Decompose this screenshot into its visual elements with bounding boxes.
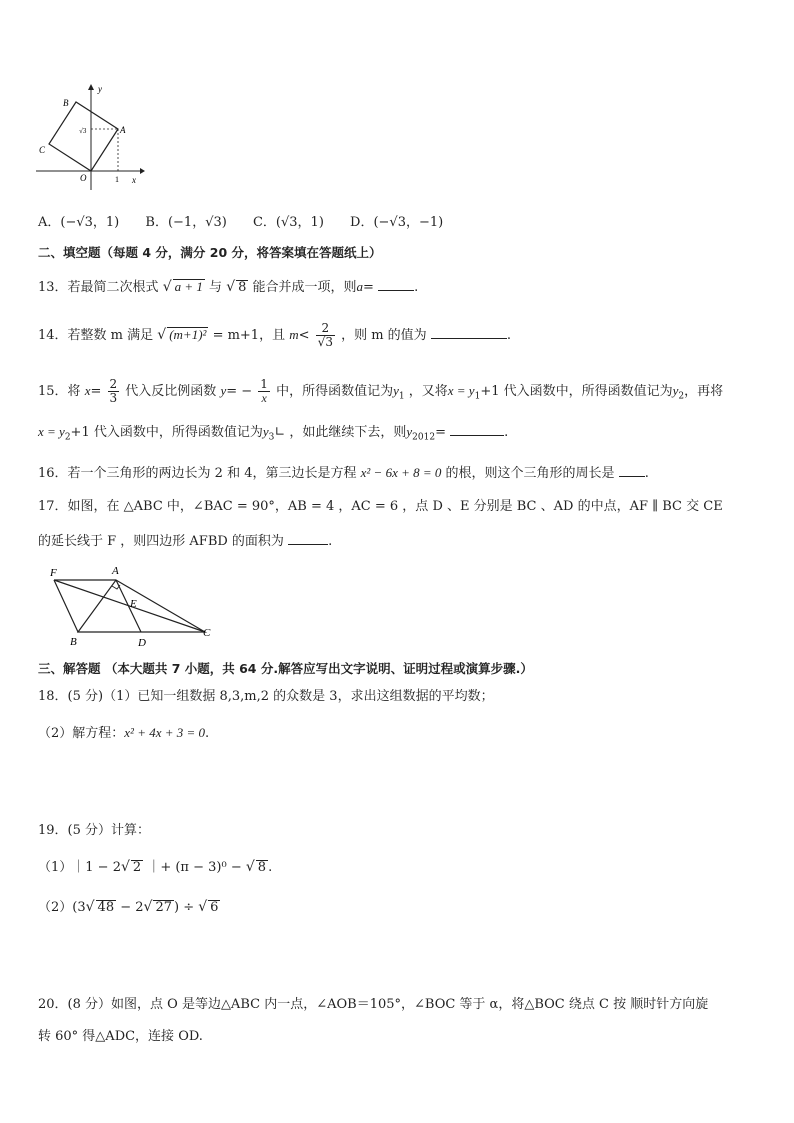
label-sqrt3: √3: [79, 127, 87, 135]
label-B: B: [70, 636, 77, 648]
q15-text-l2c: ∟ ，如此继续下去，则: [274, 425, 407, 440]
quadrilateral-figure: [40, 560, 225, 650]
question-19-line-2: （1）｜1 − 2√ 2 ｜+ (π − 3)⁰ − √ 8 .: [38, 859, 273, 875]
q19-radicand-c: 48: [97, 900, 115, 915]
q15-end: .: [504, 425, 509, 440]
q19-radicand-e: 6: [210, 900, 219, 915]
section-3-heading: 三、解答题 （本大题共 7 小题，共 64 分.解答应写出文字说明、证明过程或演算步骤.）: [38, 661, 533, 676]
option-b: B．(−1，√3): [145, 215, 227, 230]
q17-answer-blank[interactable]: [288, 530, 328, 545]
segment-FB: [54, 580, 78, 632]
q13-text-b: 与: [209, 280, 223, 295]
question-17-line-2: [38, 530, 332, 551]
label-A: A: [112, 565, 119, 577]
section-2-heading: 二、填空题（每题 4 分，满分 20 分，将答案填在答题纸上）: [38, 245, 382, 260]
q15-text-d: ，又将: [408, 384, 448, 399]
q19-radicand-b: 8: [257, 860, 267, 875]
label-x: x: [132, 175, 136, 185]
label-y: y: [98, 84, 102, 94]
q15-text-g: ，再将: [684, 384, 724, 399]
label-C: C: [39, 145, 46, 155]
q14-radicand: (m+1)²: [169, 327, 207, 342]
question-18-line-1: 18．(5 分)（1）已知一组数据 8,3,m,2 的众数是 3，求出这组数据的平均数；: [38, 689, 494, 704]
q19-radicand-a: 2: [132, 860, 142, 875]
q16-end: .: [644, 466, 649, 481]
q16-text-b: 的根，则这个三角形的周长是: [445, 466, 615, 481]
option-c: C．(√3，1): [252, 215, 324, 230]
q13-radicand-1: a + 1: [174, 279, 203, 294]
question-20-line-1: 20．(8 分）如图，点 O 是等边△ABC 内一点，∠AOB＝105°，∠BOC 等于 α，将△BOC 绕点 C 按 顺时针方向旋: [38, 997, 709, 1012]
q16-equation: x² − 6x + 8 = 0: [360, 465, 442, 480]
q17-text-l2a: 的延长线于 F ，则四边形 AFBD 的面积为: [38, 534, 284, 549]
q19-text-l2a: （1）｜1 − 2: [38, 860, 121, 875]
question-19-line-3: （2）(3√ 48 − 2√ 27 ) ÷ √ 6: [38, 899, 219, 915]
label-C: C: [203, 627, 211, 639]
q15-answer-blank[interactable]: [450, 421, 504, 436]
option-d: D．(−√3，−1): [350, 215, 444, 230]
q15-text-f: +1 代入函数中，所得函数值记为: [480, 384, 673, 399]
coordinate-figure: [36, 82, 146, 192]
question-15-line-1: 15．将 x= $\frac{2}{3}$ 代入反比例函数 y= − $\frac{1}{x}$ 中，所得函数值记为$y_1$ ，又将$x = y_1+1$ 代入函数中，所得函数值记为$y_2$，再将: [38, 377, 724, 405]
q13-var: a: [356, 279, 364, 294]
label-E: E: [130, 598, 137, 610]
triangle-ABC: [78, 580, 205, 632]
q13-text-c: 能合并成一项，则: [252, 280, 357, 295]
question-20-line-2: 转 60° 得△ADC，连接 OD.: [38, 1029, 203, 1044]
label-O: O: [80, 173, 87, 183]
label-F: F: [50, 567, 57, 579]
q14-m: m: [289, 327, 299, 342]
question-14: 14．若整数 m 满足 √ (m+1)² = m+1，且 m< $\frac{2}{√3}$ ，则 m 的值为 .: [38, 321, 511, 349]
q15-text-l2b: +1 代入函数中，所得函数值记为: [70, 425, 263, 440]
q13-answer-blank[interactable]: [378, 276, 414, 291]
q15-text-c: 中，所得函数值记为: [276, 384, 394, 399]
label-A: A: [120, 125, 126, 135]
q16-answer-blank[interactable]: [619, 462, 645, 477]
q14-end: .: [506, 328, 511, 343]
q14-lt: <: [298, 328, 310, 343]
question-15-line-2: $x = y_2+1$ 代入函数中，所得函数值记为$y_3∟$ ，如此继续下去，则$y_{2012}=$ .: [38, 421, 508, 447]
q19-text-l2b: ｜+ (π − 3)⁰ −: [147, 860, 242, 875]
q19-radicand-d: 27: [155, 900, 172, 915]
question-18-line-2: （2）解方程：x² + 4x + 3 = 0.: [38, 725, 210, 741]
q15-text-a: 15．将: [38, 384, 81, 399]
q15-fraction-1: $\frac{2}{3}$: [109, 377, 118, 405]
q15-text-b: 代入反比例函数: [125, 384, 217, 399]
option-a: A．(−√3，1): [38, 215, 120, 230]
question-13: 13．若最简二次根式 √ a + 1 与 √ 8 能合并成一项，则a= .: [38, 276, 418, 297]
q14-text-c: ，则 m 的值为: [341, 328, 427, 343]
q18-text-l2a: （2）解方程：: [38, 726, 125, 741]
question-16: [38, 462, 649, 483]
q16-text-a: 16．若一个三角形的两边长为 2 和 4，第三边长是方程: [38, 466, 357, 481]
q13-end: .: [414, 280, 419, 295]
q14-answer-blank[interactable]: [431, 324, 507, 339]
label-D: D: [138, 637, 146, 649]
square-OABC: [49, 102, 118, 171]
q18-equation: x² + 4x + 3 = 0: [124, 725, 206, 740]
q13-radicand-2: 8: [238, 280, 247, 295]
label-B: B: [63, 98, 69, 108]
question-19-line-1: 19．(5 分）计算：: [38, 823, 151, 838]
x-axis-arrow: [140, 168, 145, 174]
q19-text-l3c: ) ÷: [174, 900, 195, 915]
q13-text-a: 13．若最简二次根式: [38, 280, 159, 295]
q19-text-l3a: （2）(3: [38, 900, 86, 915]
q13-eq: =: [363, 280, 374, 295]
q14-fraction: $\frac{2}{√3}$: [317, 321, 333, 349]
q14-text-a: 14．若整数 m 满足: [38, 328, 154, 343]
q14-text-b: = m+1，且: [212, 328, 286, 343]
question-17-line-1: 17．如图，在 △ABC 中，∠BAC = 90°，AB = 4 ，AC = 6 ，点 D 、E 分别是 BC 、AD 的中点，AF ∥ BC 交 CE: [38, 499, 723, 514]
q12-options: [38, 214, 465, 232]
y-axis-arrow: [88, 84, 94, 90]
label-1: 1: [115, 175, 119, 184]
q15-fraction-2: $\frac{1}{x}$: [260, 377, 268, 405]
q17-end: .: [328, 534, 333, 549]
q19-text-l3b: − 2: [120, 900, 144, 915]
